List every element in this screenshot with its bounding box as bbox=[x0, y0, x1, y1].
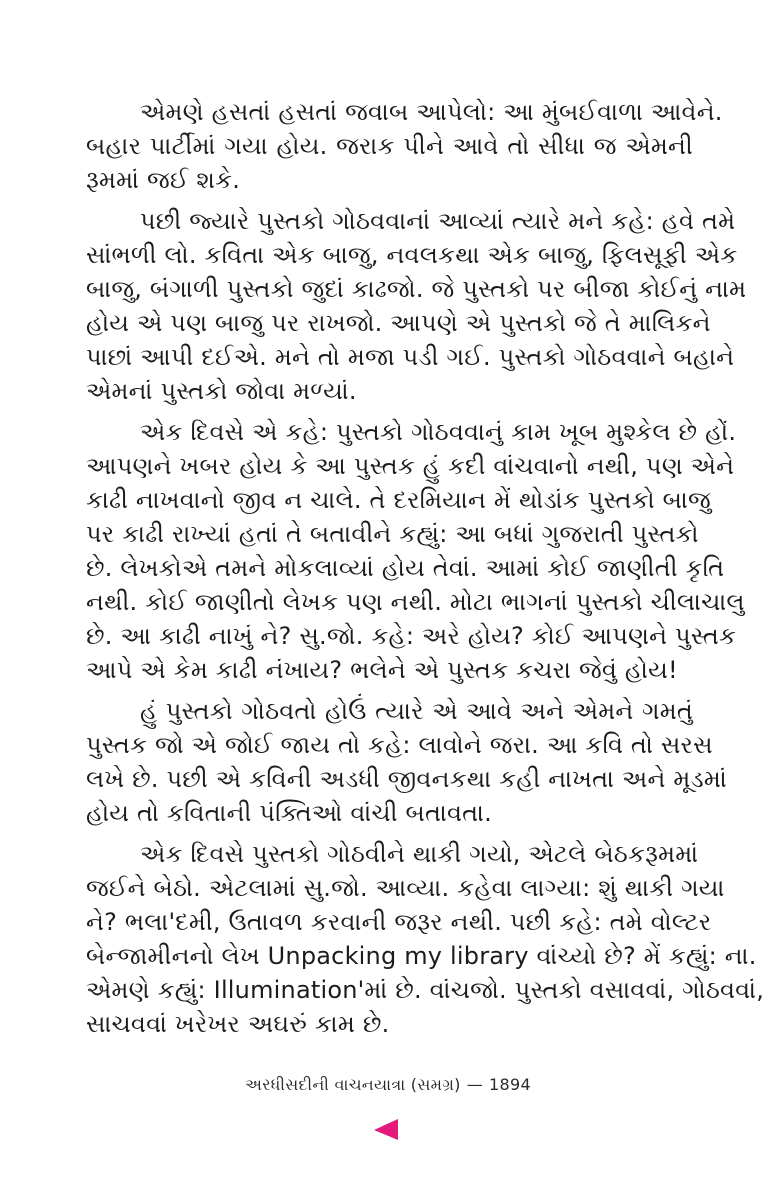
footer-book-title: અરધીસદીની વાચનયાત્રા (સમગ્ર) bbox=[245, 1075, 461, 1094]
text-line: છે. લેખકોએ તમને મોકલાવ્યાં હોય તેવાં. આમાં કોઈ જાણીતી કૃતિ bbox=[86, 554, 725, 582]
text-line: નથી. કોઈ જાણીતો લેખક પણ નથી. મોટા ભાગનાં પુસ્તકો ચીલાચાલુ bbox=[86, 588, 745, 616]
running-footer bbox=[0, 1073, 776, 1097]
text-line: હું પુસ્તકો ગોઠવતો હોઉં ત્યારે એ આવે અને એમને ગમતું bbox=[140, 697, 693, 725]
text-line: એક દિવસે પુસ્તકો ગોઠવીને થાકી ગયો, એટલે બેઠકરૂમમાં bbox=[140, 840, 699, 868]
text-line: સાંભળી લો. કવિતા એક બાજુ, નવલકથા એક બાજુ, ફિલસૂફી એક bbox=[86, 241, 738, 269]
text-line: ને? ભલા'દમી, ઉતાવળ કરવાની જરૂર નથી. પછી કહે: તમે વોલ્ટર bbox=[86, 908, 712, 936]
text-line: પછી જ્યારે પુસ્તકો ગોઠવવાનાં આવ્યાં ત્યારે મને કહે: હવે તમે bbox=[140, 207, 736, 235]
text-line: લખે છે. પછી એ કવિની અડધી જીવનકથા કહી નાખતા અને મૂડમાં bbox=[86, 765, 727, 793]
text-line: હોય તો કવિતાની પંક્તિઓ વાંચી બતાવતા. bbox=[86, 799, 492, 827]
text-line: રૂમમાં જઈ શકે. bbox=[86, 166, 241, 194]
text-line: બેન્જામીનનો લેખ Unpacking my library વાંચ્યો છે? મેં કહ્યું: ના. bbox=[86, 942, 757, 970]
text-line: બહાર પાર્ટીમાં ગયા હોય. જરાક પીને આવે તો સીધા જ એમની bbox=[86, 132, 693, 160]
footer-page-number: 1894 bbox=[489, 1075, 531, 1094]
text-line: પુસ્તક જો એ જોઈ જાય તો કહે: લાવોને જરા. આ કવિ તો સરસ bbox=[86, 731, 713, 759]
text-line: જઈને બેઠો. એટલામાં સુ.જો. આવ્યા. કહેવા લાગ્યા: શું થાકી ગયા bbox=[86, 874, 725, 902]
paragraph-5 bbox=[86, 837, 765, 1041]
text-line: બાજુ, બંગાળી પુસ્તકો જુદાં કાઢજો. જે પુસ્તકો પર બીજા કોઈનું નામ bbox=[86, 275, 747, 303]
text-line: આપે એ કેમ કાઢી નંખાય? ભલેને એ પુસ્તક કચરા જેવું હોય! bbox=[86, 656, 678, 684]
text-line: પર કાઢી રાખ્યાં હતાં તે બતાવીને કહ્યું: આ બધાં ગુજરાતી પુસ્તકો bbox=[86, 520, 699, 548]
text-line: કાઢી નાખવાનો જીવ ન ચાલે. તે દરમિયાન મેં થોડાંક પુસ્તકો બાજુ bbox=[86, 486, 711, 514]
paragraph-2 bbox=[86, 204, 747, 408]
text-line: એમનાં પુસ્તકો જોવા મળ્યાં. bbox=[86, 377, 357, 405]
text-line: સાચવવાં ખરેખર અઘરું કામ છે. bbox=[86, 1010, 390, 1038]
text-line: એમણે હસતાં હસતાં જવાબ આપેલો: આ મુંબઈવાળા આવેને. bbox=[140, 98, 723, 126]
text-line: પાછાં આપી દઈએ. મને તો મજા પડી ગઈ. પુસ્તકો ગોઠવવાને બહાને bbox=[86, 343, 735, 371]
prev-triangle-icon bbox=[374, 1119, 398, 1140]
paragraph-3 bbox=[86, 415, 745, 687]
paragraph-4 bbox=[86, 694, 727, 830]
text-line: એક દિવસે એ કહે: પુસ્તકો ગોઠવવાનું કામ ખૂબ મુશ્કેલ છે હોં. bbox=[140, 418, 737, 446]
footer-separator: — bbox=[466, 1075, 484, 1094]
paragraph-1 bbox=[86, 95, 723, 197]
body-text bbox=[86, 95, 765, 1048]
prev-page-button[interactable] bbox=[374, 1119, 398, 1140]
text-line: છે. આ કાઢી નાખું ને? સુ.જો. કહે: અરે હોય? કોઈ આપણને પુસ્તક bbox=[86, 622, 737, 650]
text-line: એમણે કહ્યું: Illumination'માં છે. વાંચજો. પુસ્તકો વસાવવાં, ગોઠવવાં, bbox=[86, 976, 765, 1004]
text-line: હોય એ પણ બાજુ પર રાખજો. આપણે એ પુસ્તકો જે તે માલિકને bbox=[86, 309, 711, 337]
text-line: આપણને ખબર હોય કે આ પુસ્તક હું કદી વાંચવાનો નથી, પણ એને bbox=[86, 452, 735, 480]
